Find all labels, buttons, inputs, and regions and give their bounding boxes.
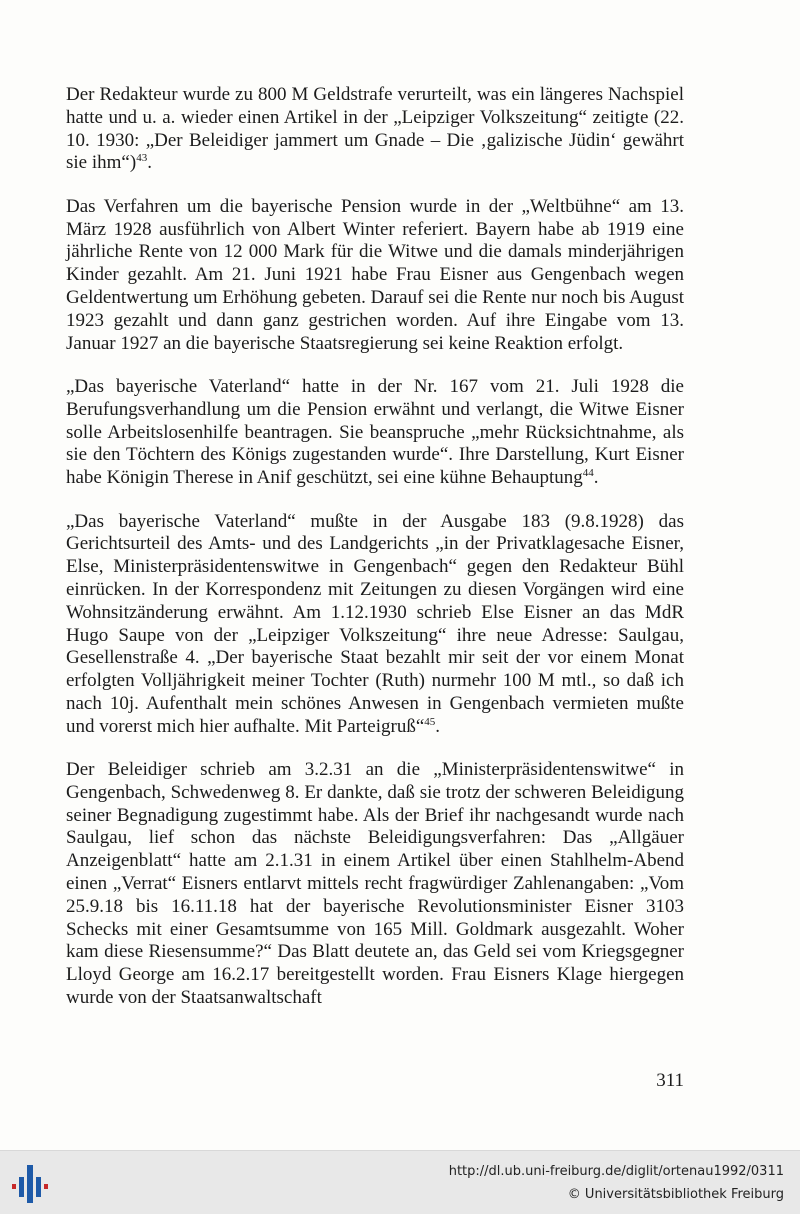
ub-freiburg-logo-icon [10,1163,50,1205]
paragraph-2 [66,196,684,356]
paragraph-5 [66,759,684,1010]
page-number: 311 [656,1070,684,1091]
paragraph-text: Der Redakteur wurde zu 800 M Geldstrafe verurteilt, was ein längeres Nachspiel hatte und u. a. wieder einen Artikel in der „Leipziger Volkszeitung“ zeitigte (22. 10. 1930: „Der Beleidiger jammert um Gnade – Die ‚galizische Jüdin‘ gewährt sie ihm“) [66,84,684,174]
paragraph-tail: . [147,152,152,174]
document-url-link[interactable]: http://dl.ub.uni-freiburg.de/diglit/ortenau1992/0311 [448,1164,784,1179]
paragraph-tail: . [593,467,599,489]
paragraph-4 [66,511,684,739]
paragraph-text: Der Beleidiger schrieb am 3.2.31 an die „Ministerpräsidentenswitwe“ in Gengenbach, Schwedenweg 8. Er dankte, daß sie trotz der schweren Beleidigung seiner Begnadigung zugestimmt habe. Als der Brief ihr nachgesandt wurde nach Saulgau, lief schon das nächste Beleidigungsverfahren: Das „Allgäuer Anzeigenblatt“ hatte am 2.1.31 in einem Artikel über einen Stahlhelm-Abend einen „Verrat“ Eisners entlarvt mittels recht fragwürdiger Zahlenangaben: „Vom 25.9.18 bis 16.11.18 hat der bayerische Revolutionsminister Eisner 3103 Schecks mit einer Gesamtsumme von 165 Mill. Goldmark ausgezahlt. Woher kam diese Riesensumme?“ Das Blatt deutete an, das Geld sei vom Kriegsgegner Lloyd George am 16.2.17 bereitgestellt worden. Frau Eisners Klage hiergegen wurde von der Staatsanwaltschaft [66,759,684,1009]
paragraph-text: „Das bayerische Vaterland“ mußte in der Ausgabe 183 (9.8.1928) das Gerichtsurteil des Amts- und des Landgerichts „in der Privatklagesache Eisner, Else, Ministerpräsidentenswitwe in Gengenbach“ gegen den Redakteur Bühl einrücken. In der Korrespondenz mit Zeitungen zu diesen Vorgängen wird eine Wohnsitzänderung erwähnt. Am 1.12.1930 schrieb Else Eisner an das MdR Hugo Saupe von der „Leipziger Volkszeitung“ ihre neue Adresse: Saulgau, Gesellenstraße 4. „Der bayerische Staat bezahlt mir seit der vor einem Monat erfolgten Volljährigkeit meiner Tochter (Ruth) nurmehr 100 M mtl., so daß ich nach 10j. Aufenthalt mein schönes Anwesen in Gengenbach vermieten mußte und vorerst mich hier aufhalte. Mit Parteigruß“ [66,510,684,737]
copyright-notice: © Universitätsbibliothek Freiburg [567,1187,784,1202]
paragraph-3 [66,376,684,490]
footnote-ref: 45 [424,715,436,728]
footnote-ref: 43 [136,152,148,165]
paragraph-text: „Das bayerische Vaterland“ hatte in der Nr. 167 vom 21. Juli 1928 die Berufungsverhandlung um die Pension erwähnt und verlangt, die Witwe Eisner solle Arbeitslosenhilfe beantragen. Sie beanspruche „mehr Rücksichtnahme, als sie den Töchtern des Königs zugestanden wurde“. Ihre Darstellung, Kurt Eisner habe Königin Therese in Anif geschützt, sei eine kühne Behauptung [66,375,684,489]
body-text [66,84,684,1030]
paragraph-text: Das Verfahren um die bayerische Pension wurde in der „Weltbühne“ am 13. März 1928 ausführlich von Albert Winter referiert. Bayern habe ab 1919 eine jährliche Rente von 12 000 Mark für die Witwe und die damals minderjährigen Kinder gezahlt. Am 21. Juni 1921 habe Frau Eisner aus Gengenbach wegen Geldentwertung um Erhöhung gebeten. Darauf sei die Rente nur noch bis August 1923 gezahlt und dann ganz gestrichen worden. Auf ihre Eingabe vom 13. Januar 1927 an die bayerische Staatsregierung sei keine Reaktion erfolgt. [66,195,684,354]
footnote-ref: 44 [582,467,594,480]
paragraph-1 [66,84,684,175]
viewer-footer [0,1150,800,1214]
paragraph-tail: . [435,715,441,737]
